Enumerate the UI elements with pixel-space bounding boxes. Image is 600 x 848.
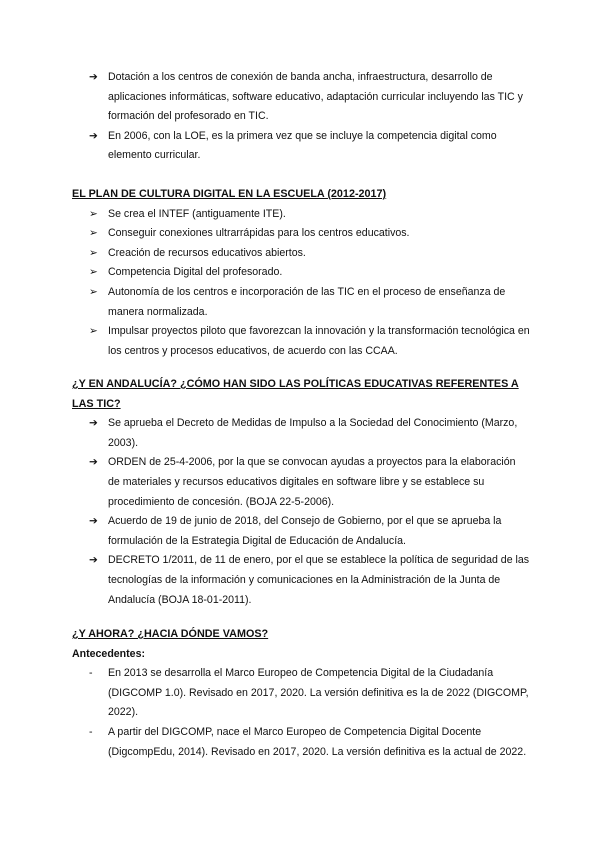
chevron-bullet-icon: ➢ <box>89 325 98 338</box>
list-item: ➔ DECRETO 1/2011, de 11 de enero, por el que se establece la política de seguridad de las tecnologías de la información y comunicaciones en la Administración de la Junta de Andalucía (BOJA 18-01-2011). <box>0 551 600 610</box>
dash-bullet-icon: - <box>89 667 93 680</box>
section-heading: EL PLAN DE CULTURA DIGITAL EN LA ESCUELA (2012-2017) <box>72 188 387 200</box>
chevron-bullet-icon: ➢ <box>89 266 98 279</box>
arrow-bullet-icon: ➔ <box>89 129 98 142</box>
list-item: - A partir del DIGCOMP, nace el Marco Europeo de Competencia Digital Docente (DigcompEdu, 2014). Revisado en 2017, 2020. La versión definitiva es la actual de 2022. <box>0 723 600 762</box>
section-heading: ¿Y EN ANDALUCÍA? ¿CÓMO HAN SIDO LAS POLÍTICAS EDUCATIVAS REFERENTES A LAS TIC? <box>72 378 519 410</box>
arrow-bullet-icon: ➔ <box>89 417 98 430</box>
chevron-bullet-icon: ➢ <box>89 227 98 240</box>
arrow-bullet-icon: ➔ <box>89 554 98 567</box>
arrow-bullet-icon: ➔ <box>89 456 98 469</box>
list-item: ➢ Conseguir conexiones ultrarrápidas para los centros educativos. <box>0 224 600 244</box>
list-item: ➔ Dotación a los centros de conexión de banda ancha, infraestructura, desarrollo de aplicaciones informáticas, software educativo, adaptación curricular incluyendo las TIC y formación del profesorado en TIC. <box>0 68 600 127</box>
section-y-ahora <box>0 625 600 762</box>
arrow-list <box>0 68 600 166</box>
section-andalucia <box>0 375 600 610</box>
dash-list <box>0 664 600 762</box>
chevron-list <box>0 205 600 362</box>
list-item: - En 2013 se desarrolla el Marco Europeo de Competencia Digital de la Ciudadanía (DIGCOMP 1.0). Revisado en 2017, 2020. La versión definitiva es la de 2022 (DIGCOMP, 2022). <box>0 664 600 723</box>
list-item: ➢ Creación de recursos educativos abiertos. <box>0 244 600 264</box>
arrow-list <box>0 414 600 610</box>
list-item: ➔ En 2006, con la LOE, es la primera vez que se incluye la competencia digital como elemento curricular. <box>0 127 600 166</box>
chevron-bullet-icon: ➢ <box>89 285 98 298</box>
list-item: ➢ Autonomía de los centros e incorporación de las TIC en el proceso de enseñanza de manera normalizada. <box>0 283 600 322</box>
chevron-bullet-icon: ➢ <box>89 207 98 220</box>
section-plan-cultura-digital <box>0 185 600 361</box>
list-item: ➔ ORDEN de 25-4-2006, por la que se convocan ayudas a proyectos para la elaboración de materiales y recursos educativos digitales en software libre y se establece su procedimiento de concesión. (BOJA 22-5-2006). <box>0 453 600 512</box>
list-item: ➢ Impulsar proyectos piloto que favorezcan la innovación y la transformación tecnológica en los centros y procesos educativos, de acuerdo con las CCAA. <box>0 322 600 361</box>
subheading-antecedentes: Antecedentes: <box>72 647 145 660</box>
arrow-bullet-icon: ➔ <box>89 71 98 83</box>
arrow-bullet-icon: ➔ <box>89 515 98 528</box>
list-item: ➔ Se aprueba el Decreto de Medidas de Impulso a la Sociedad del Conocimiento (Marzo, 2003). <box>0 414 600 453</box>
chevron-bullet-icon: ➢ <box>89 246 98 259</box>
list-item: ➢ Se crea el INTEF (antiguamente ITE). <box>0 205 600 225</box>
section-tic-dotacion <box>0 68 600 166</box>
list-item: ➔ Acuerdo de 19 de junio de 2018, del Consejo de Gobierno, por el que se aprueba la formulación de la Estrategia Digital de Educación de Andalucía. <box>0 512 600 551</box>
list-item: ➢ Competencia Digital del profesorado. <box>0 263 600 283</box>
section-heading: ¿Y AHORA? ¿HACIA DÓNDE VAMOS? <box>72 628 269 640</box>
dash-bullet-icon: - <box>89 725 93 738</box>
